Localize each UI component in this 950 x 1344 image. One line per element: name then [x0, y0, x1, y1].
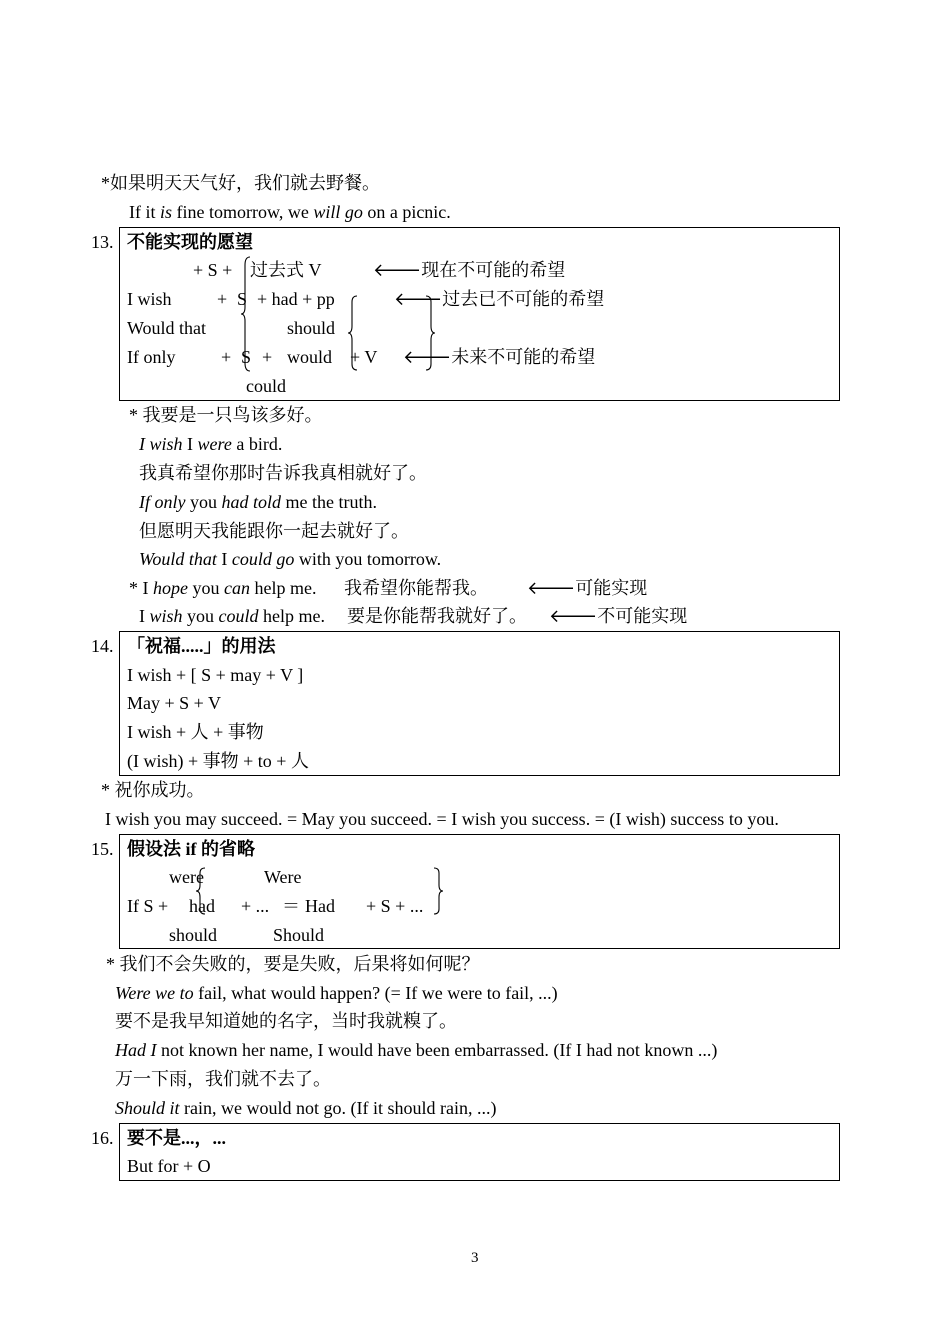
modal-should: should	[287, 318, 336, 338]
example-zh: * 祝你成功。	[101, 780, 205, 800]
word-were: were	[169, 867, 204, 887]
label-if-only: If only	[127, 347, 176, 367]
right-brace-icon	[424, 294, 436, 372]
blessing-line: May + S + V	[127, 693, 221, 713]
example-zh-2: 要不是我早知道她的名字，当时我就糗了。	[115, 1011, 457, 1031]
formula-s-2: S	[241, 347, 252, 367]
formula-past-v: 过去式 V	[250, 260, 322, 280]
left-brace-icon	[195, 866, 207, 916]
left-brace-icon	[347, 294, 359, 372]
hope-zh: 我希望你能帮我。	[344, 578, 488, 598]
example-zh-1: * 我们不会失败的，要是失败，后果将如何呢？	[106, 954, 480, 974]
example-en-1: Were we to fail, what would happen? (= If we were to fail, ...)	[115, 983, 558, 1003]
section-15-number: 15.	[91, 839, 114, 859]
example-en-3: Should it rain, we would not go. (If it should rain, ...)	[115, 1098, 497, 1118]
arrow-left-icon: 🡐	[394, 289, 443, 309]
arrow-left-icon: 🡐	[527, 578, 576, 598]
intro-zh: *如果明天天气好，我们就去野餐。	[101, 173, 380, 193]
equals-sign: ＝	[282, 896, 300, 916]
blessing-line: I wish + 人 + 事物	[127, 722, 264, 742]
formula-plus-3: +	[262, 347, 273, 367]
formula-plus-v: + V	[350, 347, 378, 367]
note-future: 🡐未来不可能的希望	[403, 347, 596, 367]
arrow-left-icon: 🡐	[373, 260, 422, 280]
intro-en: If it is fine tomorrow, we will go on a picnic.	[129, 202, 451, 222]
example-en-2: If only you had told me the truth.	[139, 492, 377, 512]
example-en: I wish you may succeed. = May you succeed. = I wish you success. = (I wish) success to you.	[105, 809, 779, 829]
example-zh-2: 我真希望你那时告诉我真相就好了。	[139, 463, 427, 483]
example-zh-3: 但愿明天我能跟你一起去就好了。	[139, 521, 409, 541]
word-had-cap: Had	[305, 896, 335, 916]
example-zh-3: 万一下雨，我们就不去了。	[115, 1069, 331, 1089]
word-had: had	[189, 896, 215, 916]
modal-could: could	[246, 376, 286, 396]
section-13-number: 13.	[91, 232, 114, 252]
plus-s-dots: + S + ...	[366, 896, 424, 916]
example-en-2: Had I not known her name, I would have been embarrassed. (If I had not known ...)	[115, 1040, 718, 1060]
word-were-cap: Were	[264, 867, 302, 887]
example-en-3: Would that I could go with you tomorrow.	[139, 549, 442, 569]
formula-s: S	[237, 289, 248, 309]
section-15-title: 假设法 if 的省略	[127, 839, 255, 859]
page-number: 3	[471, 1250, 479, 1266]
note-impossible: 🡐不可能实现	[549, 606, 688, 626]
but-for-line: But for + O	[127, 1156, 211, 1176]
blessing-line: (I wish) + 事物 + to + 人	[127, 751, 309, 771]
example-en-1: I wish I were a bird.	[139, 434, 283, 454]
formula-plus: +	[217, 289, 228, 309]
right-brace-icon	[432, 866, 444, 916]
section-16-title: 要不是...，...	[127, 1128, 226, 1148]
section-16-box	[119, 1123, 840, 1181]
label-would-that: Would that	[127, 318, 207, 338]
note-possible: 🡐可能实现	[527, 578, 648, 598]
wish-example: I wish you could help me.	[139, 606, 325, 626]
wish-zh: 要是你能帮我就好了。	[347, 606, 527, 626]
note-past: 🡐过去已不可能的希望	[394, 289, 605, 309]
blessing-line: I wish + [ S + may + V ]	[127, 665, 304, 685]
formula-had-pp: + had + pp	[257, 289, 335, 309]
section-16-number: 16.	[91, 1128, 114, 1148]
section-13-box	[119, 227, 840, 401]
note-present: 🡐现在不可能的希望	[373, 260, 566, 280]
hope-example: * I hope you can help me.	[129, 578, 317, 598]
left-brace-icon	[240, 255, 252, 373]
label-i-wish: I wish	[127, 289, 172, 309]
word-should: should	[169, 925, 218, 945]
section-14-title: 「祝福.....」的用法	[127, 636, 276, 656]
arrow-left-icon: 🡐	[403, 347, 452, 367]
arrow-left-icon: 🡐	[549, 606, 598, 626]
plus-dots: + ...	[241, 896, 270, 916]
formula-s-plus: + S +	[193, 260, 233, 280]
formula-plus-2: +	[221, 347, 232, 367]
section-13-title: 不能实现的愿望	[127, 232, 253, 252]
section-14-number: 14.	[91, 636, 114, 656]
word-should-cap: Should	[273, 925, 325, 945]
if-s-plus: If S +	[127, 896, 169, 916]
example-zh-1: * 我要是一只鸟该多好。	[129, 405, 323, 425]
modal-would: would	[287, 347, 332, 367]
